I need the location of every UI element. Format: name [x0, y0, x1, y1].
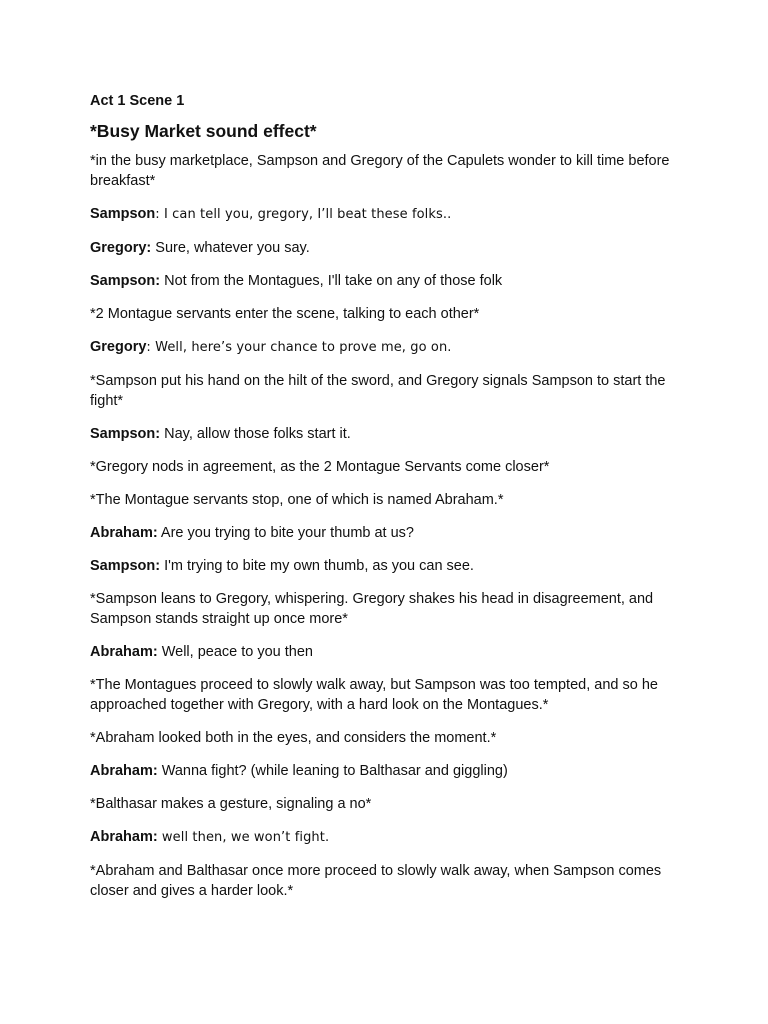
dialogue-text: Not from the Montagues, I'll take on any of those folk: [160, 273, 503, 289]
stage-direction: *Gregory nods in agreement, as the 2 Montague Servants come closer*: [90, 459, 550, 475]
dialogue-text: Well, peace to you then: [157, 644, 313, 660]
dialogue-text: Wanna fight? (while leaning to Balthasar and giggling): [157, 763, 508, 779]
dialogue-line: [90, 827, 690, 848]
speaker-name: Abraham:: [90, 644, 158, 660]
stage-direction: *Balthasar makes a gesture, signaling a no*: [90, 796, 372, 812]
speaker-name: Abraham:: [90, 763, 158, 779]
dialogue-line: [90, 642, 690, 662]
dialogue-line: [90, 271, 690, 291]
dialogue-text: : I can tell you, gregory, I’ll beat these folks..: [155, 207, 452, 222]
speaker-name: Abraham:: [90, 829, 158, 845]
script-page: [90, 92, 690, 914]
stage-direction: *Sampson put his hand on the hilt of the sword, and Gregory signals Sampson to start the fight*: [90, 373, 666, 409]
dialogue-line: [90, 204, 690, 225]
stage-direction: *2 Montague servants enter the scene, talking to each other*: [90, 306, 480, 322]
script-body: [90, 151, 690, 901]
dialogue-line: [90, 238, 690, 258]
dialogue-text: Are you trying to bite your thumb at us?: [157, 525, 414, 541]
stage-direction: *Abraham looked both in the eyes, and considers the moment.*: [90, 730, 497, 746]
stage-direction: *The Montague servants stop, one of which is named Abraham.*: [90, 492, 504, 508]
stage-direction: *Abraham and Balthasar once more proceed to slowly walk away, when Sampson comes closer and gives a harder look.*: [90, 863, 662, 899]
dialogue-line: [90, 424, 690, 444]
speaker-name: Gregory: [90, 339, 147, 355]
speaker-name: Sampson:: [90, 426, 161, 442]
dialogue-line: [90, 761, 690, 781]
speaker-name: Sampson: [90, 206, 156, 222]
dialogue-text: Sure, whatever you say.: [151, 240, 310, 256]
stage-direction: *Sampson leans to Gregory, whispering. Gregory shakes his head in disagreement, and Sampson stands straight up once more*: [90, 591, 654, 627]
stage-direction: *in the busy marketplace, Sampson and Gregory of the Capulets wonder to kill time before breakfast*: [90, 153, 670, 189]
dialogue-line: [90, 337, 690, 358]
speaker-name: Sampson:: [90, 558, 161, 574]
speaker-name: Sampson:: [90, 273, 161, 289]
dialogue-line: [90, 556, 690, 576]
speaker-name: Abraham:: [90, 525, 158, 541]
dialogue-text: Nay, allow those folks start it.: [160, 426, 351, 442]
scene-heading: Act 1 Scene 1: [90, 93, 185, 109]
sound-effect-title: *Busy Market sound effect*: [90, 121, 317, 141]
dialogue-text: well then, we won’t fight.: [157, 830, 330, 845]
stage-direction: *The Montagues proceed to slowly walk away, but Sampson was too tempted, and so he approached together with Gregory, with a hard look on the Montagues.*: [90, 677, 658, 713]
dialogue-text: I'm trying to bite my own thumb, as you can see.: [160, 558, 474, 574]
dialogue-line: [90, 523, 690, 543]
dialogue-text: : Well, here’s your chance to prove me, go on.: [146, 340, 452, 355]
speaker-name: Gregory:: [90, 240, 152, 256]
